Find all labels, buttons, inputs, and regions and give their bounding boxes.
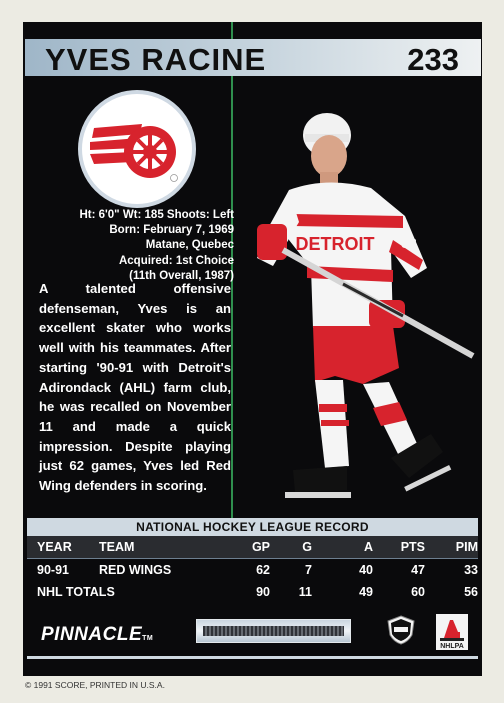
cell-pts: 60 [411,585,425,599]
bottom-stripe [27,656,478,659]
cell-year: 90-91 [37,563,69,577]
red-wings-logo-icon [78,90,196,208]
cell-g: 7 [305,563,312,577]
header-a: A [363,540,373,554]
cell-gp: 90 [256,585,270,599]
player-photo [243,90,481,520]
card-number: 233 [407,42,459,77]
brand-name: PINNACLE [41,624,143,645]
name-bar [25,39,481,76]
jersey-text: DETROIT [295,234,375,254]
card-back [23,22,482,676]
bio-hometown: Matane, Quebec [145,239,234,252]
cell-g: 11 [298,585,312,599]
cell-a: 49 [359,585,373,599]
cell-pim: 56 [464,585,478,599]
header-pim: PIM [455,540,478,554]
table-row [27,559,478,581]
cell-year: NHL TOTALS [37,585,115,599]
player-bio [59,208,234,284]
nhlpa-logo-icon [436,614,468,650]
card-footer [23,606,482,658]
header-g: G [302,540,312,554]
header-team: TEAM [99,540,135,554]
bio-acquired: Acquired: 1st Choice [118,254,234,267]
brand-tm: TM [142,635,154,642]
header-pts: PTS [400,540,425,554]
bio-height-weight: Ht: 6'0" Wt: 185 Shoots: Left [79,209,234,221]
table-row [27,581,478,603]
cell-pts: 47 [411,563,425,577]
cell-pim: 33 [464,563,478,577]
player-name: YVES RACINE [45,42,267,77]
cell-team: RED WINGS [99,563,172,577]
cell-a: 40 [359,563,373,577]
nhlpa-text: NHLPA [440,643,464,650]
jersey-number: 33 [401,235,417,251]
header-gp: GP [251,540,270,554]
copyright-notice: © 1991 SCORE, PRINTED IN U.S.A. [25,680,165,690]
nhl-shield-icon [386,615,416,645]
stats-header-row [27,536,478,559]
bio-draft: (11th Overall, 1987) [129,269,234,282]
stats-title: NATIONAL HOCKEY LEAGUE RECORD [27,518,478,536]
bio-born: Born: February 7, 1969 [109,224,234,237]
cell-gp: 62 [256,563,270,577]
header-year: YEAR [37,540,72,554]
pinnacle-logo [41,624,153,646]
player-description: A talented offensive defenseman, Yves is an excellent skater who works well with his teammates. After starting '90-91 with Detroit's Adirondack (AHL) farm club, he was recalled on November 11 and made a quick impression. Despite playing just 62 games, Yves led Red Wing defenders in scoring. [39,281,231,494]
hologram-strip [196,619,351,643]
stats-table [27,518,478,603]
